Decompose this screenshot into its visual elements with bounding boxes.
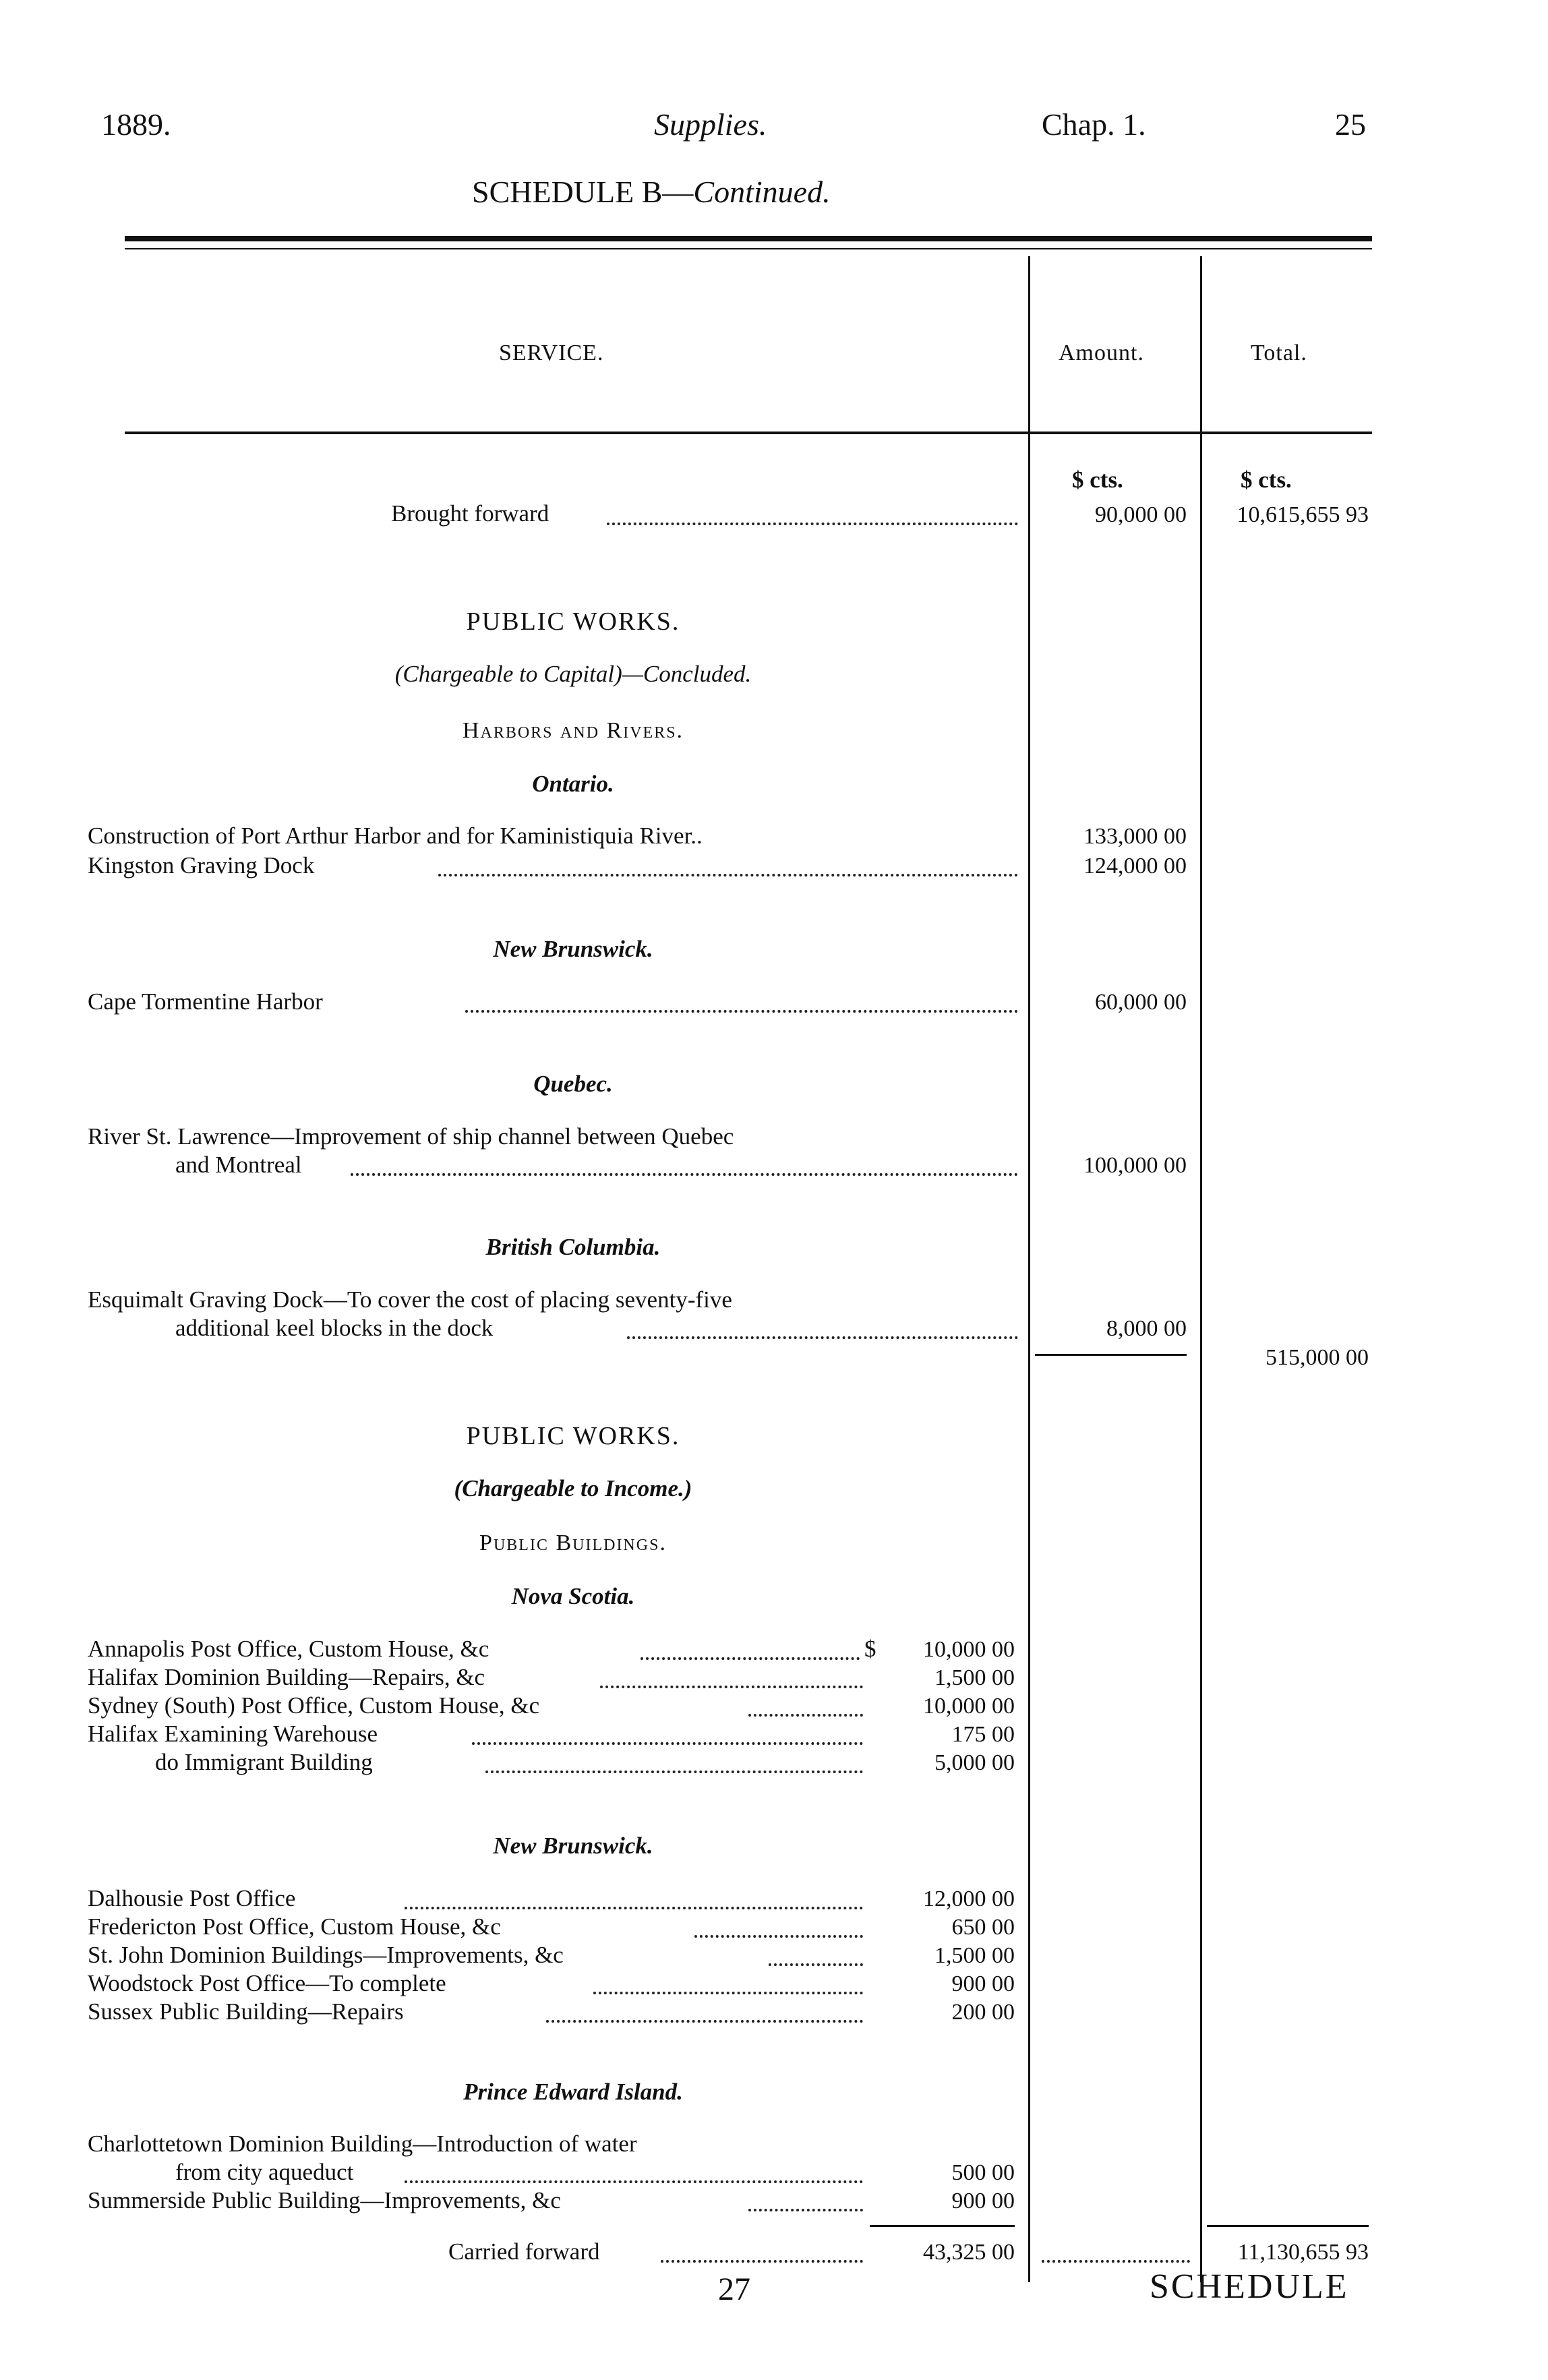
leader-dots xyxy=(627,1336,1018,1339)
amount-esquimalt: 8,000 00 xyxy=(1106,1316,1187,1341)
capital-total: 515,000 00 xyxy=(1266,1345,1369,1370)
row-halifax-dominion: Halifax Dominion Building—Repairs, &c xyxy=(88,1664,485,1690)
amount-summerside: 900 00 xyxy=(951,2189,1015,2213)
leader-dots xyxy=(485,1771,863,1773)
leader-dots xyxy=(1042,2260,1190,2263)
row-woodstock: Woodstock Post Office—To complete xyxy=(88,1970,446,1996)
amount-currency-label: $ cts. xyxy=(1072,467,1123,493)
schedule-title-cont: Continued. xyxy=(693,175,831,209)
carried-forward-label: Carried forward xyxy=(448,2238,600,2265)
dollar-sign: $ xyxy=(864,1636,876,1662)
header-rule xyxy=(125,432,1372,434)
top-rule-thin xyxy=(125,248,1372,249)
leader-dots xyxy=(694,1935,863,1938)
leader-dots xyxy=(351,1173,1018,1176)
section-sub-income: (Chargeable to Income.) xyxy=(454,1475,692,1501)
column-heading-service: SERVICE. xyxy=(499,340,604,365)
section-sub-capital: (Chargeable to Capital)—Concluded. xyxy=(394,661,752,687)
leader-dots xyxy=(600,1686,863,1688)
section-title-capital: PUBLIC WORKS. xyxy=(466,607,680,636)
row-st-john: St. John Dominion Buildings—Improvements, &c xyxy=(88,1942,564,1968)
leader-dots xyxy=(748,2209,863,2211)
amount-immigrant-building: 5,000 00 xyxy=(934,1750,1015,1775)
amount-dalhousie: 12,000 00 xyxy=(923,1886,1015,1911)
province-quebec: Quebec. xyxy=(533,1071,613,1097)
column-heading-total: Total. xyxy=(1251,340,1307,365)
running-title: Supplies. xyxy=(654,107,767,142)
province-prince-edward-island: Prince Edward Island. xyxy=(463,2079,683,2105)
schedule-title xyxy=(472,174,831,210)
leader-dots xyxy=(405,1907,863,1909)
leader-dots xyxy=(641,1657,860,1660)
brought-forward-amount: 90,000 00 xyxy=(1095,502,1187,527)
province-new-brunswick-2: New Brunswick. xyxy=(493,1833,653,1859)
amount-port-arthur: 133,000 00 xyxy=(1083,824,1187,849)
page-number: 25 xyxy=(1335,107,1366,142)
province-ontario: Ontario. xyxy=(532,771,614,797)
row-charlottetown-line1: Charlottetown Dominion Building—Introduction of water xyxy=(88,2131,637,2157)
brought-forward-total: 10,615,655 93 xyxy=(1237,502,1369,527)
row-st-lawrence-line2: and Montreal xyxy=(175,1152,302,1178)
amount-charlottetown: 500 00 xyxy=(951,2160,1015,2185)
row-kingston: Kingston Graving Dock xyxy=(88,852,315,879)
column-heading-amount: Amount. xyxy=(1059,340,1144,365)
amount-annapolis: 10,000 00 xyxy=(923,1637,1015,1662)
leader-dots xyxy=(661,2260,863,2263)
chapter: Chap. 1. xyxy=(1042,107,1146,142)
row-halifax-examining: Halifax Examining Warehouse xyxy=(88,1721,378,1747)
row-sussex: Sussex Public Building—Repairs xyxy=(88,1998,404,2025)
folio-signature: 27 xyxy=(718,2271,750,2307)
province-new-brunswick: New Brunswick. xyxy=(493,936,653,962)
schedule-title-main: SCHEDULE B— xyxy=(472,175,694,209)
amount-kingston: 124,000 00 xyxy=(1083,854,1187,879)
amount-halifax-examining: 175 00 xyxy=(951,1722,1015,1747)
amount-sussex: 200 00 xyxy=(951,2000,1015,2025)
heading-public-buildings: Public Buildings. xyxy=(479,1530,667,1555)
total-rule xyxy=(1207,2225,1369,2227)
row-fredericton: Fredericton Post Office, Custom House, &c xyxy=(88,1913,501,1940)
row-esquimalt-line2: additional keel blocks in the dock xyxy=(175,1315,494,1341)
row-summerside: Summerside Public Building—Improvements, &c xyxy=(88,2187,561,2213)
province-nova-scotia: Nova Scotia. xyxy=(511,1583,635,1609)
carried-forward-subtotal: 43,325 00 xyxy=(923,2240,1015,2265)
row-sydney: Sydney (South) Post Office, Custom House, &c xyxy=(88,1692,540,1719)
column-divider-total xyxy=(1200,256,1202,2282)
amount-halifax-dominion: 1,500 00 xyxy=(934,1665,1015,1690)
leader-dots xyxy=(438,874,1018,876)
row-annapolis: Annapolis Post Office, Custom House, &c xyxy=(88,1636,489,1662)
leader-dots xyxy=(405,2180,863,2183)
row-immigrant-building: do Immigrant Building xyxy=(155,1749,373,1775)
brought-forward-label: Brought forward xyxy=(391,500,549,527)
amount-st-john: 1,500 00 xyxy=(934,1943,1015,1968)
subtotal-rule xyxy=(1035,1354,1187,1356)
section-title-income: PUBLIC WORKS. xyxy=(466,1422,680,1450)
row-port-arthur: Construction of Port Arthur Harbor and for Kaministiquia River.. xyxy=(88,823,703,849)
amount-cape-tormentine: 60,000 00 xyxy=(1095,990,1187,1015)
amount-st-lawrence: 100,000 00 xyxy=(1083,1153,1187,1178)
row-esquimalt-line1: Esquimalt Graving Dock—To cover the cost of placing seventy-five xyxy=(88,1286,732,1313)
row-cape-tormentine: Cape Tormentine Harbor xyxy=(88,988,323,1015)
leader-dots xyxy=(748,1714,863,1717)
row-charlottetown-line2: from city aqueduct xyxy=(175,2159,354,2185)
heading-harbors-rivers: Harbors and Rivers. xyxy=(462,718,684,743)
column-divider-amount xyxy=(1028,256,1030,2282)
row-st-lawrence-line1: River St. Lawrence—Improvement of ship channel between Quebec xyxy=(88,1123,734,1150)
carried-forward-total: 11,130,655 93 xyxy=(1237,2240,1369,2265)
catchword: SCHEDULE xyxy=(1150,2267,1349,2306)
amount-sydney: 10,000 00 xyxy=(923,1694,1015,1719)
amount-fredericton: 650 00 xyxy=(951,1915,1015,1940)
total-currency-label: $ cts. xyxy=(1241,467,1292,493)
leader-dots xyxy=(607,523,1018,525)
top-rule-heavy xyxy=(125,236,1372,241)
year: 1889. xyxy=(101,107,171,142)
leader-dots xyxy=(593,1992,863,1994)
leader-dots xyxy=(546,2020,863,2023)
province-british-columbia: British Columbia. xyxy=(485,1234,661,1260)
subtotal-rule xyxy=(870,2225,1015,2227)
leader-dots xyxy=(465,1010,1018,1013)
leader-dots xyxy=(472,1742,863,1745)
leader-dots xyxy=(769,1963,863,1966)
row-dalhousie: Dalhousie Post Office xyxy=(88,1885,296,1911)
amount-woodstock: 900 00 xyxy=(951,1971,1015,1996)
